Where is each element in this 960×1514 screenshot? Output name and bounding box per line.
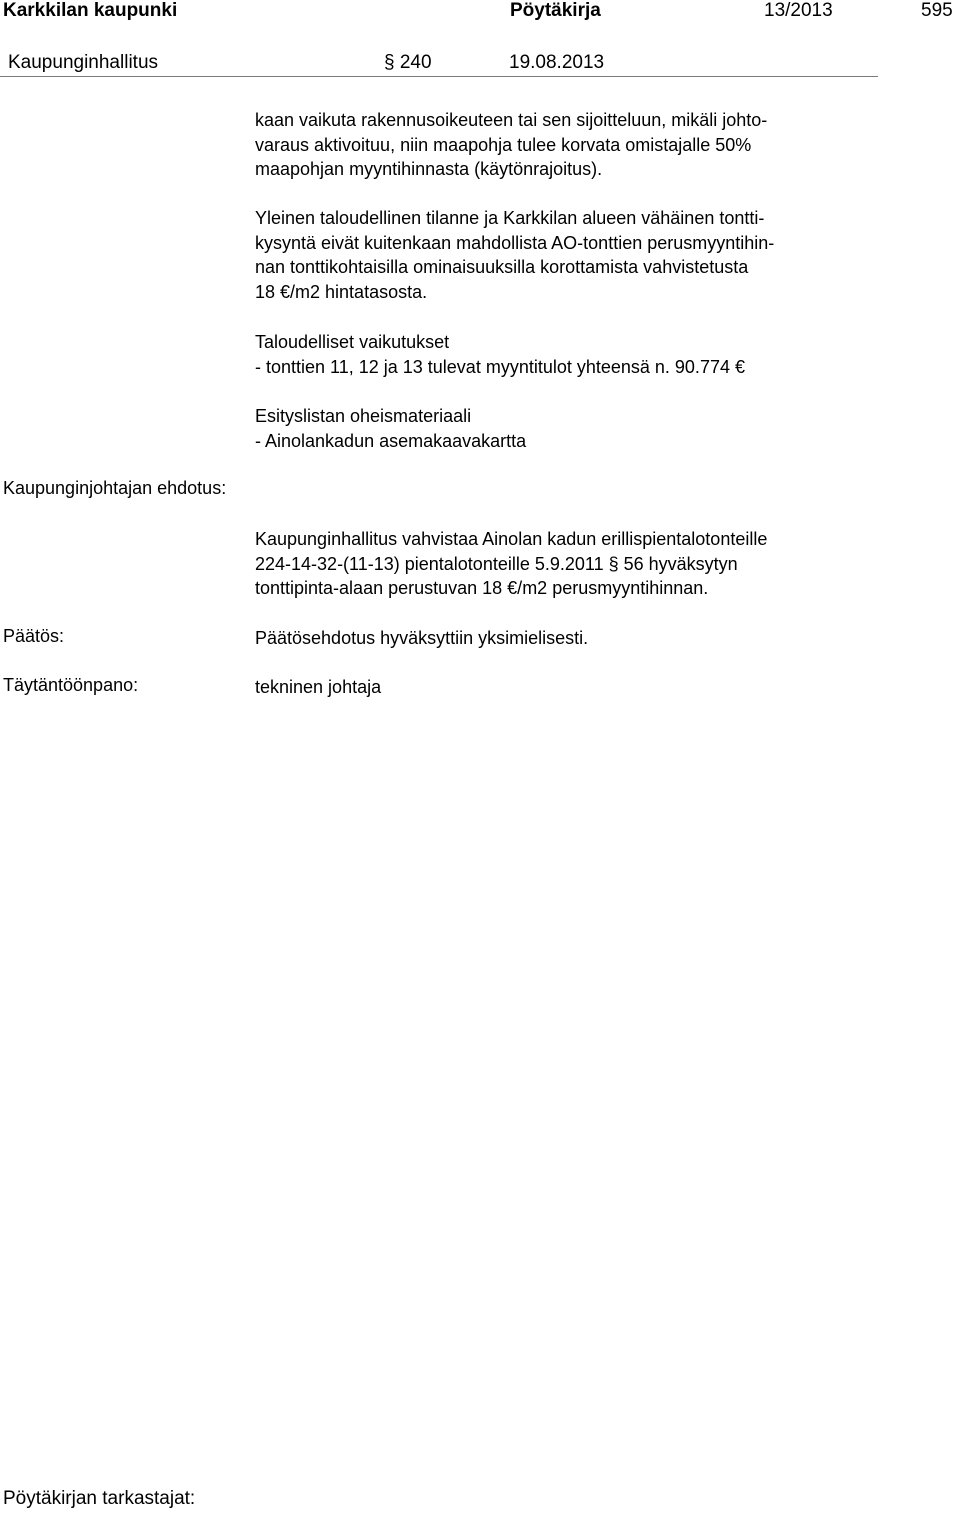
paragraph-line: kaan vaikuta rakennusoikeuteen tai sen sijoitteluun, mikäli johto- (255, 110, 768, 130)
execution-text: tekninen johtaja (255, 677, 382, 697)
paragraph-1 (255, 108, 875, 182)
document-type: Pöytäkirja (510, 0, 601, 21)
paragraph-line: maapohjan myyntihinnasta (käytönrajoitus). (255, 159, 603, 179)
execution-label: Täytäntöönpano: (3, 675, 139, 695)
financial-impact (255, 330, 875, 379)
proposal-label: Kaupunginjohtajan ehdotus: (3, 478, 227, 498)
paragraph-2 (255, 206, 875, 304)
paragraph-line: - tonttien 11, 12 ja 13 tulevat myyntitulot yhteensä n. 90.774 € (255, 356, 745, 377)
attachment-link: - Ainolankadun asemakaavakartta (255, 430, 527, 451)
paragraph-line: Yleinen taloudellinen tilanne ja Karkkilan alueen vähäinen tontti- (255, 208, 765, 228)
attachments (255, 404, 875, 453)
paragraph-heading: Esityslistan oheismateriaali (255, 406, 472, 426)
minutes-reviewers-label: Pöytäkirjan tarkastajat: (3, 1488, 196, 1509)
paragraph-line: kysyntä eivät kuitenkaan mahdollista AO-tonttien perusmyyntihin- (255, 232, 775, 253)
governing-body: Kaupunginhallitus (8, 52, 159, 73)
section-number: § 240 (384, 52, 432, 73)
issue-number: 13/2013 (764, 0, 833, 21)
meeting-date: 19.08.2013 (509, 52, 605, 73)
paragraph-line: nan tonttikohtaisilla ominaisuuksilla korottamista vahvistetusta (255, 257, 749, 277)
paragraph-line: 18 €/m2 hintatasosta. (255, 281, 428, 302)
paragraph-heading: Taloudelliset vaikutukset (255, 332, 450, 352)
paragraph-line: 224-14-32-(11-13) pientalotonteille 5.9.2011 § 56 hyväksytyn (255, 553, 738, 574)
paragraph-line: tonttipinta-alaan perustuvan 18 €/m2 perusmyyntihinnan. (255, 578, 709, 598)
page-number: 595 (921, 0, 953, 21)
paragraph-line: Kaupunginhallitus vahvistaa Ainolan kadun erillispientalotonteille (255, 529, 768, 549)
paragraph-line: varaus aktivoituu, niin maapohja tulee korvata omistajalle 50% (255, 134, 752, 155)
proposal-text (255, 527, 875, 601)
municipality-name: Karkkilan kaupunki (3, 0, 178, 21)
decision-label: Päätös: (3, 626, 65, 646)
header-divider (0, 76, 878, 77)
decision-text: Päätösehdotus hyväksyttiin yksimielisesti. (255, 628, 589, 648)
